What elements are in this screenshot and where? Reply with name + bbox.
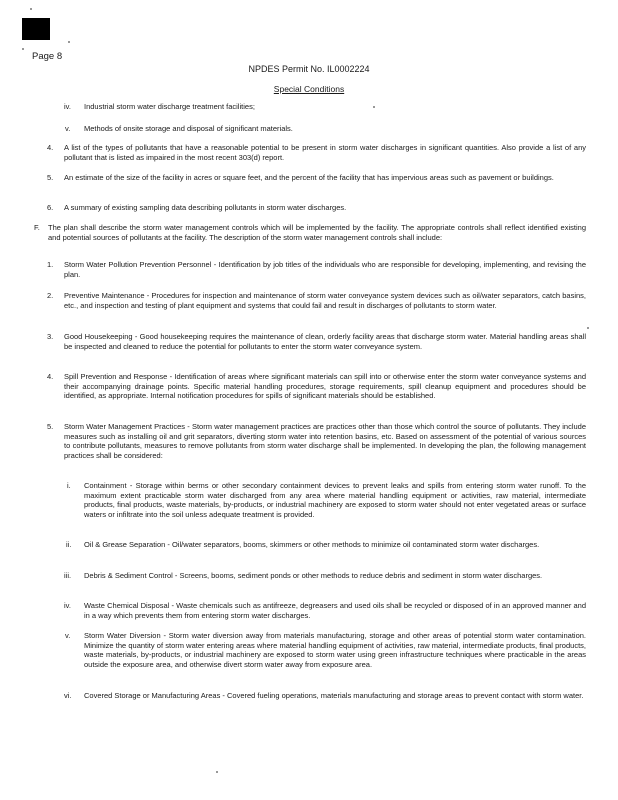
item-text: Covered Storage or Manufacturing Areas - Covered fueling operations, materials manufacturing and storage areas to prevent contact with storm water.	[84, 691, 584, 700]
list-item	[64, 540, 586, 550]
item-marker: 3.	[47, 332, 54, 341]
section-paragraph	[34, 223, 586, 242]
list-item	[47, 173, 586, 183]
item-text: Debris & Sediment Control - Screens, booms, sediment ponds or other methods to reduce debris and sediment in storm water discharges.	[84, 571, 543, 580]
item-text: Methods of onsite storage and disposal of significant materials.	[84, 124, 293, 133]
list-item	[64, 571, 586, 581]
item-text: Spill Prevention and Response - Identification of areas where significant materials can spill into or otherwise enter the storm water conveyance systems and their accompanying drainage points. Specific material handling procedures, storage requirements, spill cleanup equipment and procedures should be identified, as appropriate. Internal notification procedures for spills of significant materials should be established.	[64, 372, 586, 401]
item-text: Good Housekeeping - Good housekeeping requires the maintenance of clean, orderly facility areas that discharge storm water. Material handling areas shall be inspected and cleaned to reduce the potential for pollutants to enter the storm water conveyance system.	[64, 332, 586, 351]
item-text: An estimate of the size of the facility in acres or square feet, and the percent of the facility that has impervious areas such as pavement or buildings.	[64, 173, 554, 182]
list-item	[47, 332, 586, 351]
item-marker: 2.	[47, 291, 54, 300]
section-text: The plan shall describe the storm water management controls which will be implemented by the facility. The appropriate controls shall reflect identified existing and potential sources of pollutants at the facility. The description of the storm water management controls shall include:	[48, 223, 586, 242]
scan-speck	[373, 106, 375, 108]
item-text: Storm Water Pollution Prevention Personnel - Identification by job titles of the individuals who are responsible for developing, implementing, and revising the plan.	[64, 260, 586, 279]
item-text: Waste Chemical Disposal - Waste chemicals such as antifreeze, degreasers and used oils shall be recycled or disposed of in an approved manner and in a way which prevents them from entering storm water discharges.	[84, 601, 586, 620]
list-item	[47, 203, 586, 213]
item-text: A list of the types of pollutants that have a reasonable potential to be present in storm water discharges in significant quantities. Also provide a list of any pollutant that is listed as impaired in the most recent 303(d) report.	[64, 143, 586, 162]
item-marker: 1.	[47, 260, 54, 269]
list-item	[64, 124, 554, 134]
list-item	[64, 601, 586, 620]
item-marker: iii.	[64, 571, 72, 580]
item-text: Storm Water Diversion - Storm water diversion away from materials manufacturing, storage and other areas of potential storm water contamination. Minimize the quantity of storm water entering areas where material handling equipment of activities, raw material, intermediate products, final products, waste materials, by-products, or industrial machinery are exposed to storm water using green infrastructure techniques where practicable in the areas outside the exposure area, and otherwise divert storm water away from exposure area.	[84, 631, 586, 669]
item-marker: v.	[65, 124, 71, 133]
item-marker: 5.	[47, 173, 54, 182]
item-marker: ii.	[66, 540, 72, 549]
item-marker: 4.	[47, 372, 54, 381]
page-number: Page 8	[32, 51, 63, 62]
permit-number: NPDES Permit No. IL0002224	[248, 64, 370, 74]
item-text: Oil & Grease Separation - Oil/water separators, booms, skimmers or other methods to minimize oil contaminated storm water discharges.	[84, 540, 540, 549]
item-text: A summary of existing sampling data describing pollutants in storm water discharges.	[64, 203, 347, 212]
item-marker: 5.	[47, 422, 54, 431]
item-text: Containment - Storage within berms or other secondary containment devices to prevent leaks and spills from entering storm water runoff. To the maximum extent practicable storm water discharged from any area where material handling equipment or activities, raw material, intermediate products, final products, waste materials, by-products, or industrial machinery are exposed to storm water should not enter vegetated areas or surface waters or infiltrate into the soil unless adequate treatment is provided.	[84, 481, 586, 519]
list-item	[47, 291, 586, 310]
scan-speck	[216, 771, 218, 773]
list-item	[47, 143, 586, 162]
list-item	[47, 422, 586, 460]
scan-speck	[68, 41, 70, 43]
item-marker: i.	[67, 481, 71, 490]
section-title: Special Conditions	[273, 84, 345, 94]
item-text: Industrial storm water discharge treatment facilities;	[84, 102, 255, 111]
item-text: Preventive Maintenance - Procedures for inspection and maintenance of storm water conveyance system devices such as oil/water separators, catch basins, etc., and inspection and testing of plant equipment and systems that could fail and result in discharges of pollutants to storm water.	[64, 291, 586, 310]
scan-speck	[30, 8, 32, 10]
item-marker: iv.	[64, 601, 71, 610]
list-item	[64, 102, 554, 112]
item-marker: 6.	[47, 203, 54, 212]
redaction-box	[22, 18, 50, 40]
scan-speck	[587, 327, 589, 329]
list-item	[47, 260, 586, 279]
list-item	[64, 691, 586, 701]
list-item	[47, 372, 586, 401]
item-marker: iv.	[64, 102, 71, 111]
item-marker: 4.	[47, 143, 54, 152]
list-item	[64, 631, 586, 669]
item-marker: v.	[65, 631, 71, 640]
item-text: Storm Water Management Practices - Storm water management practices are practices other than those which control the source of pollutants. They include measures such as installing oil and grit separators, diverting storm water into retention basins, etc. Based on assessment of the potential of various sources to contribute pollutants, measures to remove pollutants from storm water discharge shall be implemented. In developing the plan, the following management practices shall be considered:	[64, 422, 586, 460]
section-marker: F.	[34, 223, 40, 232]
item-marker: vi.	[64, 691, 72, 700]
list-item	[64, 481, 586, 519]
scan-speck	[22, 48, 24, 50]
